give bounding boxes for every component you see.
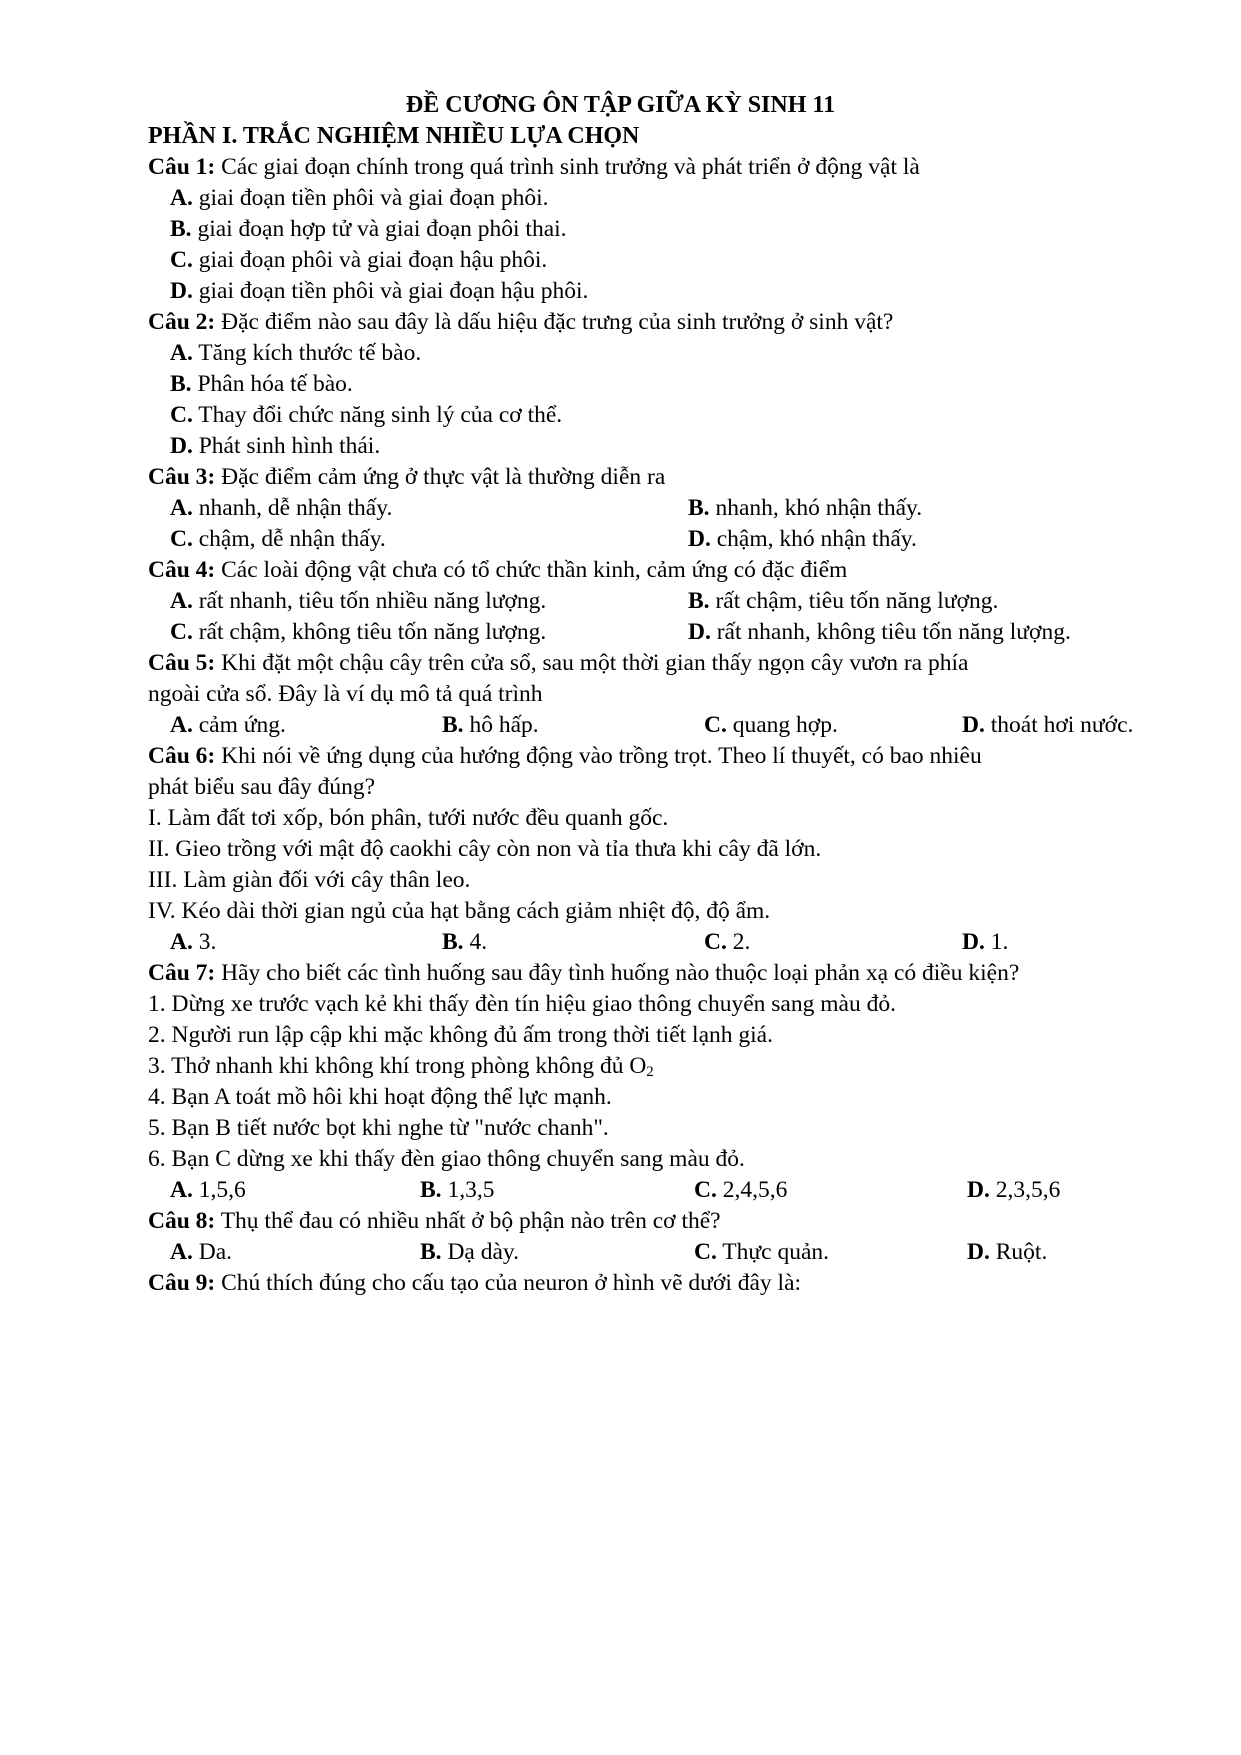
question-1 <box>148 152 1158 183</box>
option-letter: A. <box>170 495 193 521</box>
option-text: quang hợp. <box>726 712 838 738</box>
option-b <box>420 1175 694 1206</box>
option-b <box>420 1237 694 1268</box>
statement: II. Gieo trồng với mật độ caokhi cây còn non và tỉa thưa khi cây đã lớn. <box>148 836 822 862</box>
option-letter: C. <box>694 1239 717 1265</box>
option-text: 3. <box>192 929 217 955</box>
option-letter: B. <box>688 588 710 614</box>
question-label: Câu 4: <box>148 557 216 583</box>
option-b <box>442 927 704 958</box>
options-row <box>148 586 1158 617</box>
document-title: ĐỀ CƯƠNG ÔN TẬP GIỮA KỲ SINH 11 <box>405 92 836 118</box>
option-text: rất chậm, tiêu tốn năng lượng. <box>709 588 999 614</box>
question-text: Hãy cho biết các tình huống sau đây tình huống nào thuộc loại phản xạ có điều kiện? <box>215 960 1020 986</box>
option-letter: B. <box>688 495 710 521</box>
question-label: Câu 3: <box>148 464 216 490</box>
option-letter: D. <box>170 278 193 304</box>
option-b <box>688 586 998 617</box>
subscript: 2 <box>646 1064 654 1080</box>
question-text: Các loài động vật chưa có tổ chức thần kinh, cảm ứng có đặc điểm <box>215 557 848 583</box>
option-text: giai đoạn tiền phôi và giai đoạn phôi. <box>192 185 549 211</box>
option-letter: A. <box>170 712 193 738</box>
option-c <box>148 245 1158 276</box>
option-text: Phân hóa tế bào. <box>191 371 353 397</box>
option-text: Dạ dày. <box>441 1239 519 1265</box>
statement: 5. Bạn B tiết nước bọt khi nghe từ "nước chanh". <box>148 1115 609 1141</box>
option-d <box>688 524 917 555</box>
options-row <box>148 617 1158 648</box>
option-text: giai đoạn phôi và giai đoạn hậu phôi. <box>192 247 548 273</box>
option-text: 2,3,5,6 <box>989 1177 1061 1203</box>
option-letter: A. <box>170 185 193 211</box>
option-c <box>704 710 962 741</box>
option-d <box>148 276 1158 307</box>
question-label: Câu 1: <box>148 154 216 180</box>
option-a <box>148 183 1158 214</box>
question-2 <box>148 307 1158 338</box>
option-text: rất nhanh, không tiêu tốn năng lượng. <box>710 619 1071 645</box>
section-heading: PHẦN I. TRẮC NGHIỆM NHIỀU LỰA CHỌN <box>148 123 640 149</box>
option-d <box>688 617 1071 648</box>
option-letter: C. <box>704 929 727 955</box>
option-letter: B. <box>170 216 192 242</box>
option-letter: D. <box>688 526 711 552</box>
question-text-continued: phát biểu sau đây đúng? <box>148 774 376 800</box>
option-c <box>694 1237 967 1268</box>
question-text: Chú thích đúng cho cấu tạo của neuron ở hình vẽ dưới đây là: <box>215 1270 802 1296</box>
option-text: 1. <box>984 929 1009 955</box>
statement: 2. Người run lập cập khi mặc không đủ ấm trong thời tiết lạnh giá. <box>148 1022 773 1048</box>
statement-text: 3. Thở nhanh khi không khí trong phòng không đủ O <box>148 1053 647 1079</box>
option-letter: A. <box>170 929 193 955</box>
option-b <box>442 710 704 741</box>
statement: I. Làm đất tơi xốp, bón phân, tưới nước đều quanh gốc. <box>148 805 669 831</box>
option-letter: A. <box>170 340 193 366</box>
option-text: cảm ứng. <box>192 712 286 738</box>
question-8 <box>148 1206 1158 1237</box>
option-letter: B. <box>420 1239 442 1265</box>
option-text: 1,5,6 <box>192 1177 246 1203</box>
option-letter: D. <box>688 619 711 645</box>
option-c <box>704 927 962 958</box>
option-letter: D. <box>170 433 193 459</box>
statement: 4. Bạn A toát mồ hôi khi hoạt động thể lực mạnh. <box>148 1084 612 1110</box>
question-label: Câu 7: <box>148 960 216 986</box>
option-text: Thực quản. <box>716 1239 830 1265</box>
statement: 1. Dừng xe trước vạch kẻ khi thấy đèn tín hiệu giao thông chuyển sang màu đỏ. <box>148 991 896 1017</box>
option-text: Tăng kích thước tế bào. <box>192 340 422 366</box>
option-b <box>148 214 1158 245</box>
option-letter: C. <box>694 1177 717 1203</box>
option-text: 4. <box>463 929 488 955</box>
option-text: Thay đổi chức năng sinh lý của cơ thể. <box>192 402 563 428</box>
option-b <box>688 493 922 524</box>
option-letter: D. <box>962 929 985 955</box>
option-text: rất chậm, không tiêu tốn năng lượng. <box>192 619 547 645</box>
option-c <box>148 400 1158 431</box>
question-text: Khi đặt một chậu cây trên cửa sổ, sau một thời gian thấy ngọn cây vươn ra phía <box>215 650 969 676</box>
option-letter: C. <box>170 402 193 428</box>
option-a <box>148 338 1158 369</box>
option-letter: B. <box>170 371 192 397</box>
option-text: hô hấp. <box>463 712 539 738</box>
question-7 <box>148 958 1158 989</box>
statement: III. Làm giàn đối với cây thân leo. <box>148 867 471 893</box>
option-letter: A. <box>170 588 193 614</box>
option-d <box>148 431 1158 462</box>
option-letter: A. <box>170 1177 193 1203</box>
option-text: rất nhanh, tiêu tốn nhiều năng lượng. <box>192 588 547 614</box>
question-5 <box>148 648 1158 679</box>
question-text: Đặc điểm cảm ứng ở thực vật là thường diễn ra <box>215 464 666 490</box>
option-b <box>148 369 1158 400</box>
question-3 <box>148 462 1158 493</box>
question-label: Câu 5: <box>148 650 216 676</box>
question-6 <box>148 741 1158 772</box>
option-text: giai đoạn tiền phôi và giai đoạn hậu phôi. <box>192 278 589 304</box>
option-a <box>170 710 442 741</box>
statement <box>148 1051 1158 1082</box>
statement: 6. Bạn C dừng xe khi thấy đèn giao thông chuyển sang màu đỏ. <box>148 1146 745 1172</box>
option-letter: A. <box>170 1239 193 1265</box>
options-row <box>148 1237 1158 1268</box>
option-text: Da. <box>192 1239 233 1265</box>
option-a <box>170 927 442 958</box>
question-text: Đặc điểm nào sau đây là dấu hiệu đặc trưng của sinh trưởng ở sinh vật? <box>215 309 894 335</box>
question-label: Câu 8: <box>148 1208 216 1234</box>
option-letter: C. <box>170 247 193 273</box>
option-text: 2. <box>726 929 751 955</box>
option-letter: D. <box>962 712 985 738</box>
question-text-continued: ngoài cửa sổ. Đây là ví dụ mô tả quá trình <box>148 681 543 707</box>
option-text: giai đoạn hợp tử và giai đoạn phôi thai. <box>191 216 567 242</box>
option-d <box>967 1237 1047 1268</box>
option-c <box>170 617 688 648</box>
option-a <box>170 586 688 617</box>
option-a <box>170 493 688 524</box>
option-letter: D. <box>967 1177 990 1203</box>
options-row <box>148 710 1158 741</box>
option-c <box>170 524 688 555</box>
question-text: Các giai đoạn chính trong quá trình sinh trưởng và phát triển ở động vật là <box>215 154 920 180</box>
option-letter: B. <box>442 712 464 738</box>
option-text: thoát hơi nước. <box>984 712 1134 738</box>
option-letter: B. <box>442 929 464 955</box>
option-text: 2,4,5,6 <box>716 1177 788 1203</box>
option-letter: C. <box>170 619 193 645</box>
option-letter: C. <box>704 712 727 738</box>
option-letter: B. <box>420 1177 442 1203</box>
option-text: chậm, dễ nhận thấy. <box>192 526 386 552</box>
option-d <box>967 1175 1060 1206</box>
option-d <box>962 927 1008 958</box>
option-a <box>170 1237 420 1268</box>
option-letter: D. <box>967 1239 990 1265</box>
option-text: chậm, khó nhận thấy. <box>710 526 917 552</box>
option-a <box>170 1175 420 1206</box>
option-text: nhanh, khó nhận thấy. <box>709 495 923 521</box>
statement: IV. Kéo dài thời gian ngủ của hạt bằng cách giảm nhiệt độ, độ ẩm. <box>148 898 771 924</box>
option-text: 1,3,5 <box>441 1177 495 1203</box>
question-4 <box>148 555 1158 586</box>
option-c <box>694 1175 967 1206</box>
question-text: Khi nói về ứng dụng của hướng động vào trồng trọt. Theo lí thuyết, có bao nhiêu <box>215 743 982 769</box>
question-label: Câu 6: <box>148 743 216 769</box>
option-text: Ruột. <box>989 1239 1048 1265</box>
question-label: Câu 9: <box>148 1270 216 1296</box>
options-row <box>148 1175 1158 1206</box>
question-label: Câu 2: <box>148 309 216 335</box>
options-row <box>148 493 1158 524</box>
option-letter: C. <box>170 526 193 552</box>
option-d <box>962 710 1133 741</box>
question-9 <box>148 1268 1158 1299</box>
question-text: Thụ thể đau có nhiều nhất ở bộ phận nào trên cơ thể? <box>215 1208 721 1234</box>
options-row <box>148 524 1158 555</box>
questions <box>148 152 1158 1299</box>
options-row <box>148 927 1158 958</box>
option-text: nhanh, dễ nhận thấy. <box>192 495 393 521</box>
option-text: Phát sinh hình thái. <box>192 433 381 459</box>
